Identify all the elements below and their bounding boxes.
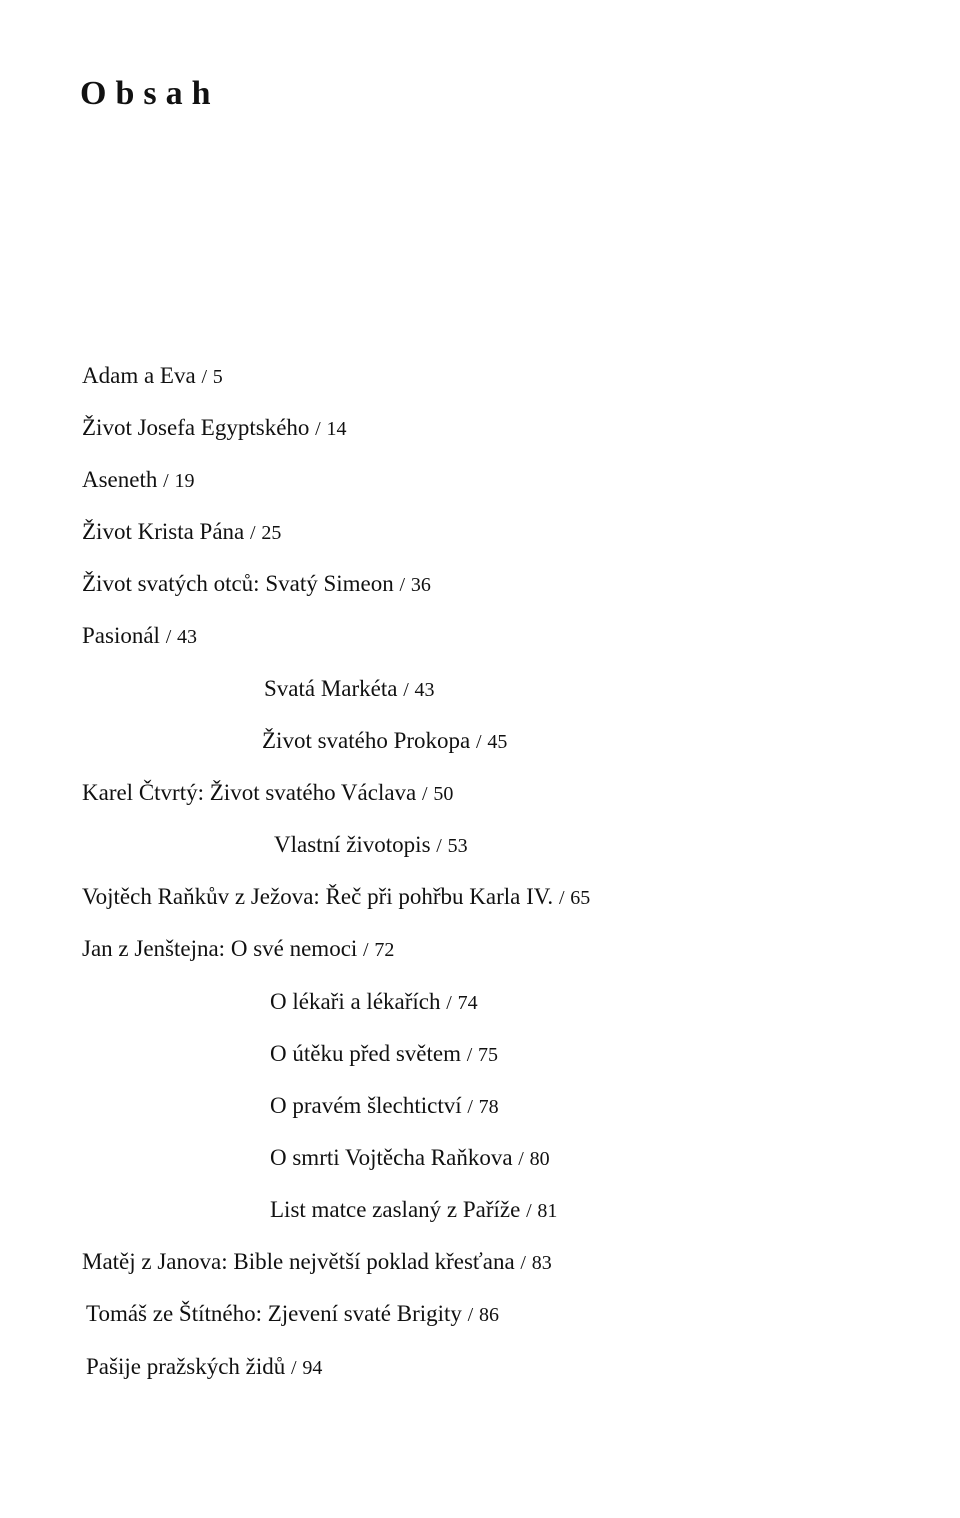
- entry-title: O smrti Vojtěcha Raňkova: [270, 1145, 513, 1170]
- separator: /: [436, 835, 442, 857]
- page-number: 36: [410, 574, 431, 596]
- entry-author: Matěj z Janova:: [82, 1249, 228, 1274]
- page-number: 14: [326, 418, 347, 440]
- entry-title: Pasionál: [82, 623, 160, 648]
- page-number: 19: [174, 470, 195, 492]
- entry-title: Adam a Eva: [82, 363, 196, 388]
- page-number: 81: [537, 1200, 558, 1222]
- entry-title: Aseneth: [82, 467, 158, 492]
- separator: /: [291, 1357, 297, 1379]
- entry-title: List matce zaslaný z Paříže: [270, 1197, 521, 1222]
- page-number: 43: [414, 679, 435, 701]
- page-number: 83: [531, 1252, 552, 1274]
- page-number: 65: [570, 887, 591, 909]
- entry-author: Vojtěch Raňkův z Ježova:: [82, 884, 320, 909]
- toc-entry: [270, 1143, 550, 1174]
- entry-title: Zjevení svaté Brigity: [267, 1301, 462, 1326]
- separator: /: [467, 1304, 474, 1326]
- separator: /: [165, 626, 172, 648]
- toc-entry: [270, 987, 478, 1018]
- entry-title: Život Krista Pána: [82, 519, 245, 544]
- separator: /: [363, 939, 369, 961]
- page-number: 45: [487, 731, 508, 753]
- toc-entry: [82, 1247, 552, 1278]
- entry-author: Jan z Jenštejna:: [82, 936, 226, 961]
- page-number: 5: [212, 366, 223, 388]
- entry-title: O pravém šlechtictví: [270, 1093, 462, 1118]
- entry-title: Vlastní životopis: [274, 832, 431, 857]
- separator: /: [520, 1252, 526, 1274]
- toc-entry: [82, 621, 197, 652]
- entry-title: Bible největší poklad křesťana: [233, 1249, 515, 1274]
- entry-title: O lékaři a lékařích: [270, 989, 441, 1014]
- separator: /: [201, 366, 207, 388]
- toc-entry: [270, 1039, 498, 1070]
- entry-title: Život svatých otců: Svatý Simeon: [82, 571, 394, 596]
- entry-author: Tomáš ze Štítného:: [86, 1301, 262, 1326]
- page-number: 43: [177, 626, 198, 648]
- separator: /: [467, 1096, 473, 1118]
- separator: /: [422, 783, 428, 805]
- separator: /: [315, 418, 321, 440]
- toc-entry: [86, 1352, 322, 1383]
- page-number: 72: [374, 939, 395, 961]
- toc-entry: [270, 1091, 499, 1122]
- separator: /: [250, 522, 256, 544]
- entry-title: Svatá Markéta: [264, 676, 398, 701]
- separator: /: [403, 679, 409, 701]
- toc-entry: [264, 674, 435, 705]
- page-number: 74: [457, 992, 478, 1014]
- entry-title: Pašije pražských židů: [86, 1354, 286, 1379]
- separator: /: [476, 731, 482, 753]
- page-number: 50: [433, 783, 454, 805]
- entry-title: O útěku před světem: [270, 1041, 461, 1066]
- toc-entry: [86, 1299, 499, 1330]
- page-number: 75: [478, 1044, 499, 1066]
- toc-entry: [270, 1195, 557, 1226]
- toc-entry: [82, 413, 346, 444]
- separator: /: [399, 574, 406, 596]
- separator: /: [518, 1148, 524, 1170]
- page-number: 94: [302, 1357, 323, 1379]
- toc-entry: [82, 361, 223, 392]
- entry-title: Život svatého Prokopa: [262, 728, 471, 753]
- page-number: 78: [478, 1096, 499, 1118]
- entry-title: Řeč při pohřbu Karla IV.: [325, 884, 554, 909]
- entry-title: Život Josefa Egyptského: [82, 415, 310, 440]
- page-title: Obsah: [80, 75, 220, 112]
- toc-entry: [274, 830, 468, 861]
- page-number: 86: [478, 1304, 499, 1326]
- page-number: 53: [447, 835, 468, 857]
- entry-title: Život svatého Václava: [209, 780, 417, 805]
- page-number: 80: [529, 1148, 550, 1170]
- toc-entry: [82, 934, 394, 965]
- separator: /: [558, 887, 565, 909]
- separator: /: [466, 1044, 473, 1066]
- toc-entry: [82, 569, 431, 600]
- toc-entry: [262, 726, 507, 757]
- entry-title: O své nemoci: [230, 936, 358, 961]
- toc-entry: [82, 778, 453, 809]
- toc-entry: [82, 882, 590, 913]
- separator: /: [526, 1200, 532, 1222]
- toc-entry: [82, 517, 281, 548]
- page-number: 25: [261, 522, 282, 544]
- separator: /: [446, 992, 452, 1014]
- separator: /: [163, 470, 169, 492]
- toc-entry: [82, 465, 194, 496]
- entry-author: Karel Čtvrtý:: [82, 780, 204, 805]
